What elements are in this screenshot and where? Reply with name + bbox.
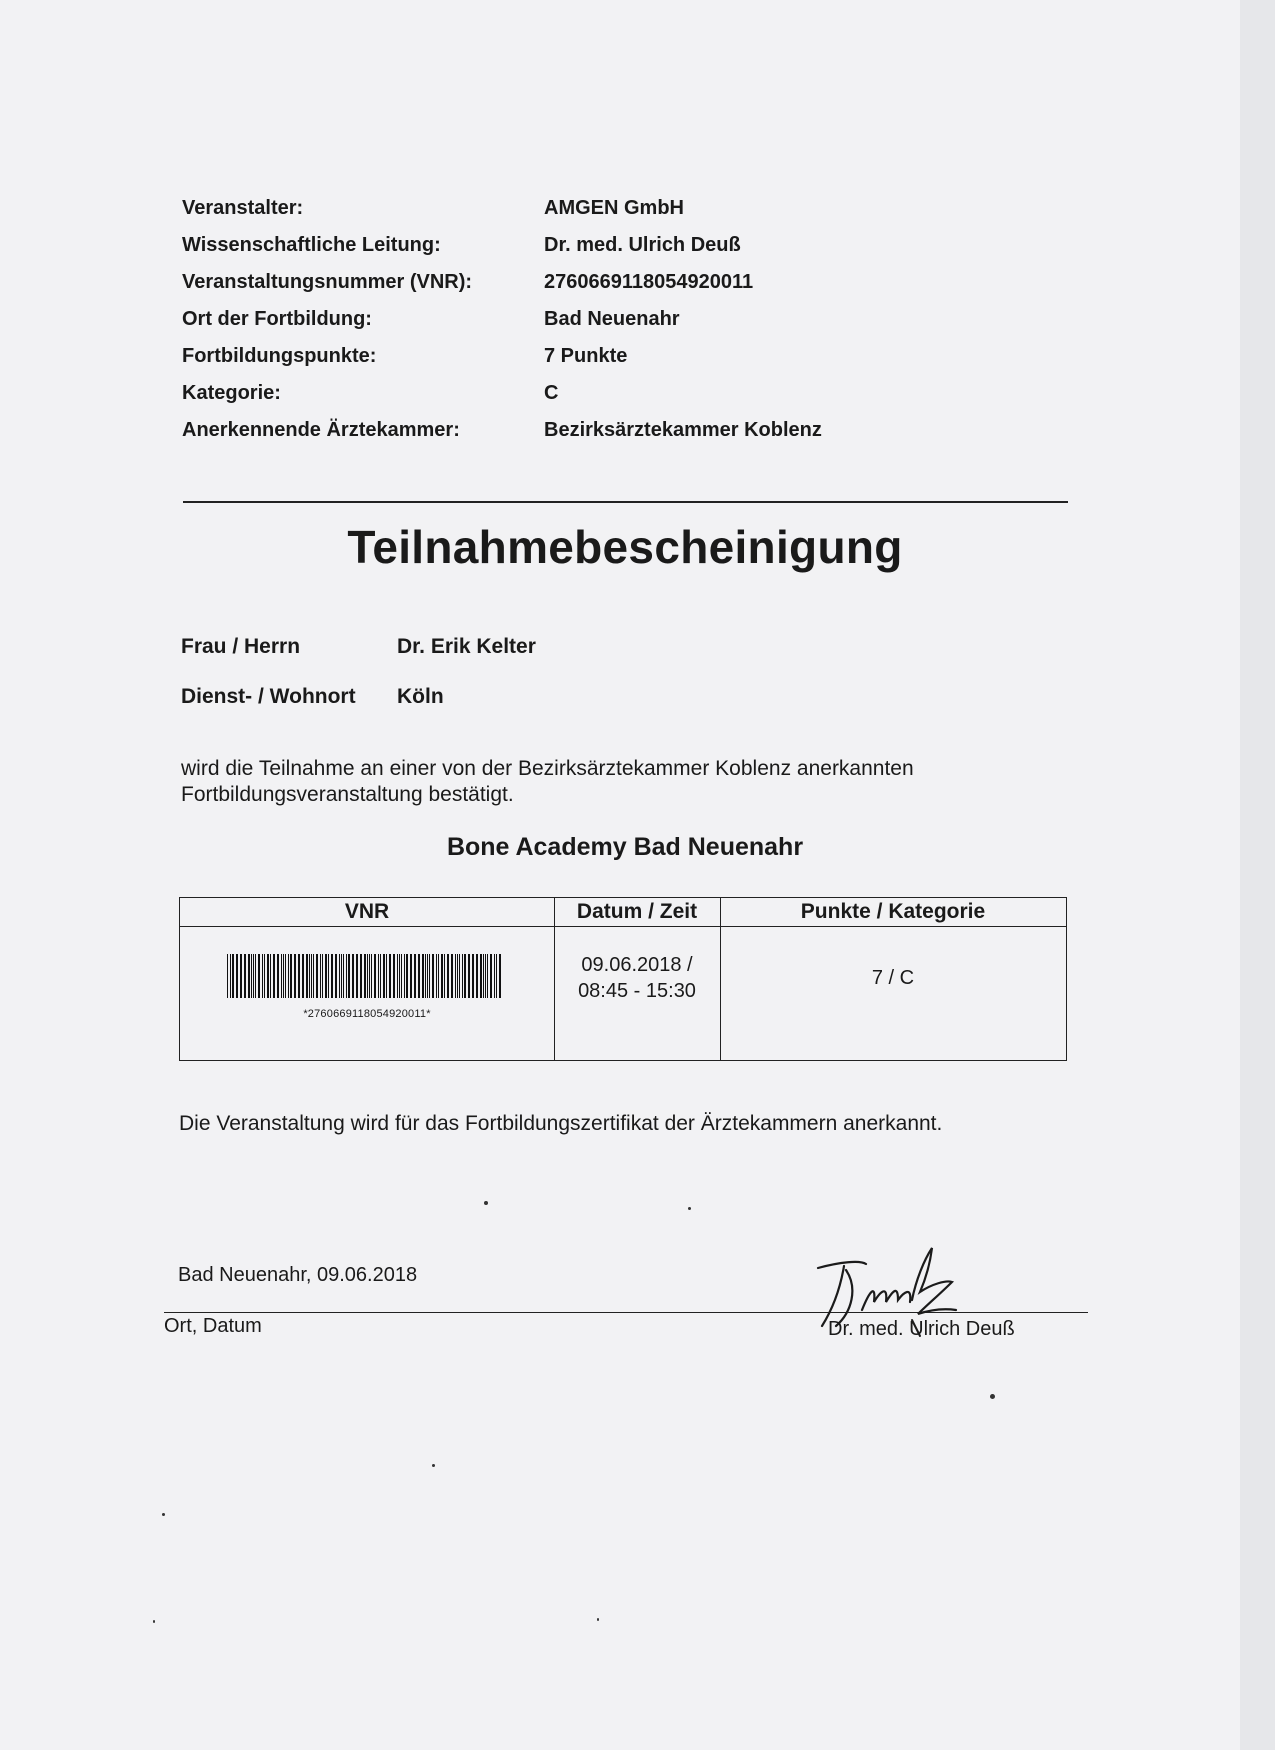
info-label: Veranstalter:	[182, 197, 304, 219]
barcode-bar	[341, 954, 342, 998]
barcode-bar	[468, 954, 470, 998]
barcode-bar	[436, 954, 437, 998]
recognition-text: Die Veranstaltung wird für das Fortbildungszertifikat der Ärztekammern anerkannt.	[179, 1112, 943, 1135]
barcode-bar	[383, 954, 385, 998]
divider	[183, 501, 1068, 503]
barcode-bar	[339, 954, 340, 998]
scan-speck	[162, 1513, 165, 1516]
document-title: Teilnahmebescheinigung	[347, 521, 903, 573]
participant-name: Dr. Erik Kelter	[397, 635, 536, 658]
table-header-date: Datum / Zeit	[576, 900, 698, 923]
barcode-bar	[422, 954, 424, 998]
event-info	[182, 190, 822, 449]
barcode-bar	[393, 954, 395, 998]
barcode-bar	[399, 954, 400, 998]
barcode-bar	[290, 954, 292, 998]
barcode-bar	[288, 954, 289, 998]
info-row-points	[182, 338, 822, 375]
barcode-bar	[328, 954, 329, 998]
barcode-bar	[447, 954, 449, 998]
participant-name-label: Frau / Herrn	[181, 635, 301, 658]
barcode-bar	[457, 954, 458, 998]
barcode-bar	[277, 954, 279, 998]
barcode-bar	[316, 954, 318, 998]
info-value: 2760669118054920011	[544, 271, 754, 293]
barcode-bar	[462, 954, 463, 998]
barcode-bar	[283, 954, 284, 998]
barcode-bar	[499, 954, 501, 998]
barcode-bar	[348, 954, 350, 998]
table-header-points: Punkte / Kategorie	[800, 900, 986, 923]
event-name: Bone Academy Bad Neuenahr	[446, 833, 804, 861]
barcode-bar	[459, 954, 460, 998]
barcode-bar	[320, 954, 321, 998]
barcode-bar	[253, 954, 254, 998]
signer-name: Dr. med. Ulrich Deuß	[828, 1318, 1015, 1340]
info-row-scientific-lead	[182, 227, 822, 264]
barcode-bar	[281, 954, 282, 998]
barcode-bar	[273, 954, 275, 998]
barcode-bar	[251, 954, 252, 998]
info-row-category	[182, 375, 822, 412]
barcode-bar	[367, 954, 368, 998]
info-value: Bezirksärztekammer Koblenz	[544, 419, 822, 441]
barcode-text: *2760669118054920011*	[303, 1008, 431, 1020]
table-time: 08:45 - 15:30	[578, 980, 696, 1002]
info-row-vnr	[182, 264, 822, 301]
barcode-bar	[438, 954, 439, 998]
table-header-divider	[180, 926, 1066, 927]
participant-block	[181, 622, 536, 722]
info-value: Bad Neuenahr	[544, 308, 680, 330]
barcode-bar	[418, 954, 420, 998]
barcode-bar	[335, 954, 337, 998]
scan-speck	[990, 1394, 995, 1399]
barcode-bar	[386, 954, 387, 998]
barcode-bar	[309, 954, 310, 998]
barcode-bar	[306, 954, 308, 998]
table-header-vnr: VNR	[344, 900, 390, 923]
barcode-bar	[255, 954, 256, 998]
barcode-bar	[374, 954, 376, 998]
barcode-bar	[267, 954, 269, 998]
barcode-bar	[487, 954, 488, 998]
barcode-bar	[401, 954, 402, 998]
barcode-bar	[302, 954, 304, 998]
barcode-bar	[406, 954, 408, 998]
barcode-bar	[270, 954, 271, 998]
barcode-bar	[364, 954, 366, 998]
barcode-bar	[230, 954, 231, 998]
barcode-icon	[227, 954, 501, 998]
barcode-bar	[425, 954, 426, 998]
barcode-bar	[232, 954, 234, 998]
barcode-bar	[404, 954, 405, 998]
info-row-chamber	[182, 412, 822, 449]
scan-speck	[153, 1620, 155, 1623]
scan-speck	[432, 1464, 435, 1467]
info-row-location	[182, 301, 822, 338]
info-value: C	[544, 382, 559, 404]
info-label: Kategorie:	[182, 382, 281, 404]
barcode-bar	[240, 954, 242, 998]
barcode-bar	[464, 954, 466, 998]
barcode-bar	[313, 954, 314, 998]
info-label: Wissenschaftliche Leitung:	[182, 234, 441, 256]
barcode-bar	[490, 954, 492, 998]
barcode-bar	[311, 954, 312, 998]
info-label: Ort der Fortbildung:	[182, 308, 372, 330]
barcode-bar	[427, 954, 428, 998]
barcode-bar	[322, 954, 323, 998]
participant-residence-row	[181, 672, 536, 722]
table-date: 09.06.2018 /	[581, 954, 693, 976]
intro-text: wird die Teilnahme an einer von der Bezirksärztekammer Koblenz anerkannten Fortbildungsveranstaltung bestätigt.	[181, 757, 914, 806]
barcode-bar	[410, 954, 412, 998]
barcode-bar	[369, 954, 370, 998]
barcode-bar	[414, 954, 416, 998]
barcode-bar	[244, 954, 246, 998]
barcode-bar	[264, 954, 265, 998]
info-value: AMGEN GmbH	[544, 197, 684, 219]
barcode-bar	[485, 954, 486, 998]
barcode-bar	[496, 954, 497, 998]
barcode-bar	[248, 954, 250, 998]
barcode-bar	[356, 954, 358, 998]
barcode-bar	[455, 954, 456, 998]
barcode-bar	[360, 954, 362, 998]
barcode-bar	[480, 954, 482, 998]
place-date: Bad Neuenahr, 09.06.2018	[178, 1264, 418, 1286]
barcode-bar	[236, 954, 238, 998]
barcode-bar	[472, 954, 474, 998]
barcode-bar	[380, 954, 381, 998]
scan-speck	[597, 1618, 599, 1621]
barcode-bar	[371, 954, 372, 998]
barcode-bar	[346, 954, 347, 998]
barcode-bar	[352, 954, 354, 998]
info-value: 7 Punkte	[544, 345, 628, 367]
table-points-category: 7 / C	[871, 967, 915, 989]
barcode-bar	[432, 954, 434, 998]
info-value: Dr. med. Ulrich Deuß	[544, 234, 741, 256]
barcode-bar	[389, 954, 391, 998]
barcode-bar	[294, 954, 296, 998]
participant-residence: Köln	[397, 685, 444, 708]
place-date-label: Ort, Datum	[164, 1315, 262, 1337]
barcode-bar	[444, 954, 445, 998]
barcode-bar	[258, 954, 260, 998]
barcode-bar	[483, 954, 484, 998]
barcode-bar	[378, 954, 379, 998]
barcode-bar	[285, 954, 286, 998]
scan-edge	[1240, 0, 1275, 1750]
barcode-bar	[397, 954, 398, 998]
barcode-bar	[262, 954, 263, 998]
barcode-bar	[451, 954, 453, 998]
info-label: Veranstaltungsnummer (VNR):	[182, 271, 473, 293]
signature-icon	[800, 1240, 980, 1340]
participant-name-row	[181, 622, 536, 672]
barcode-bar	[325, 954, 327, 998]
barcode-bar	[227, 954, 228, 998]
barcode-bar	[429, 954, 430, 998]
barcode-bar	[476, 954, 478, 998]
barcode-bar	[331, 954, 333, 998]
event-table	[179, 897, 1067, 1061]
info-label: Anerkennende Ärztekammer:	[182, 419, 460, 441]
barcode-bar	[298, 954, 300, 998]
info-row-organizer	[182, 190, 822, 227]
info-label: Fortbildungspunkte:	[182, 345, 377, 367]
barcode-bar	[441, 954, 443, 998]
scan-speck	[688, 1207, 691, 1210]
barcode-bar	[494, 954, 495, 998]
participant-residence-label: Dienst- / Wohnort	[181, 685, 356, 708]
scan-speck	[484, 1201, 488, 1205]
barcode-bar	[343, 954, 344, 998]
